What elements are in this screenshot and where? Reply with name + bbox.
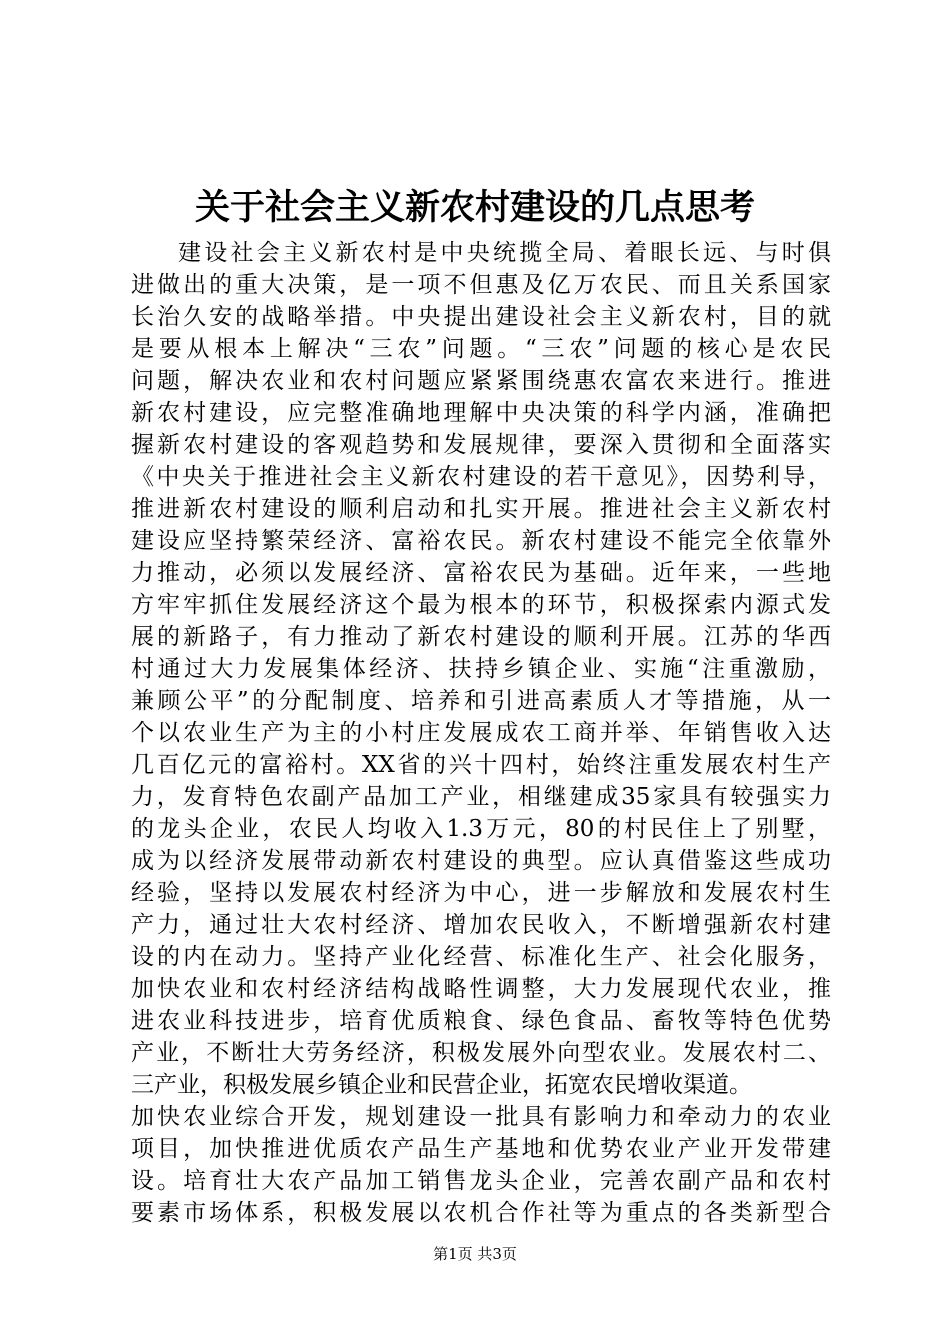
body-line: 建设社会主义新农村是中央统揽全局、着眼长远、与时俱 xyxy=(178,240,831,266)
body-line: 展的新路子，有力推动了新农村建设的顺利开展。江苏的华西 xyxy=(131,624,831,650)
body-line: 成为以经济发展带动新农村建设的典型。应认真借鉴这些成功 xyxy=(131,848,831,874)
body-line: 问题，解决农业和农村问题应紧紧围绕惠农富农来进行。推进 xyxy=(131,368,831,394)
body-line: 要素市场体系，积极发展以农机合作社等为重点的各类新型合 xyxy=(131,1200,831,1226)
body-line: 建设应坚持繁荣经济、富裕农民。新农村建设不能完全依靠外 xyxy=(131,528,831,554)
body-line: 进农业科技进步，培育优质粮食、绿色食品、畜牧等特色优势 xyxy=(131,1008,831,1034)
body-line: 力推动，必须以发展经济、富裕农民为基础。近年来，一些地 xyxy=(131,560,831,586)
body-line: 村通过大力发展集体经济、扶持乡镇企业、实施“注重激励， xyxy=(131,656,831,682)
body-line: 产力，通过壮大农村经济、增加农民收入，不断增强新农村建 xyxy=(131,912,831,938)
page-number: 第1页 共3页 xyxy=(433,1245,517,1263)
body-line: 力，发育特色农副产品加工产业，相继建成35家具有较强实力 xyxy=(131,784,831,810)
body-line: 是要从根本上解决“三农”问题。“三农”问题的核心是农民 xyxy=(131,336,831,362)
body-line: 长治久安的战略举措。中央提出建设社会主义新农村，目的就 xyxy=(131,304,831,330)
body-line: 加快农业和农村经济结构战略性调整，大力发展现代农业，推 xyxy=(131,976,831,1002)
body-line: 设的内在动力。坚持产业化经营、标准化生产、社会化服务， xyxy=(131,944,831,970)
body-line: 设。培育壮大农产品加工销售龙头企业，完善农副产品和农村 xyxy=(131,1168,831,1194)
body-line: 项目，加快推进优质农产品生产基地和优势农业产业开发带建 xyxy=(131,1136,831,1162)
document-body xyxy=(131,237,831,1229)
body-line: 经验，坚持以发展农村经济为中心，进一步解放和发展农村生 xyxy=(131,880,831,906)
body-line: 兼顾公平”的分配制度、培养和引进高素质人才等措施，从一 xyxy=(131,688,831,714)
body-line: 个以农业生产为主的小村庄发展成农工商并举、年销售收入达 xyxy=(131,720,831,746)
body-line: 新农村建设，应完整准确地理解中央决策的科学内涵，准确把 xyxy=(131,400,831,426)
body-line: 产业，不断壮大劳务经济，积极发展外向型农业。发展农村二、 xyxy=(131,1040,831,1066)
body-line: 《中央关于推进社会主义新农村建设的若干意见》，因势利导， xyxy=(131,464,831,490)
body-line: 三产业，积极发展乡镇企业和民营企业，拓宽农民增收渠道。 xyxy=(131,1072,752,1098)
body-line: 进做出的重大决策，是一项不但惠及亿万农民、而且关系国家 xyxy=(131,272,831,298)
body-line: 方牢牢抓住发展经济这个最为根本的环节，积极探索内源式发 xyxy=(131,592,831,618)
body-line: 加快农业综合开发，规划建设一批具有影响力和牵动力的农业 xyxy=(131,1104,831,1130)
body-line: 几百亿元的富裕村。XX省的兴十四村，始终注重发展农村生产 xyxy=(131,752,831,778)
body-line: 握新农村建设的客观趋势和发展规律，要深入贯彻和全面落实 xyxy=(131,432,831,458)
body-line: 推进新农村建设的顺利启动和扎实开展。推进社会主义新农村 xyxy=(131,496,831,522)
body-line: 的龙头企业，农民人均收入1.3万元，80的村民住上了别墅， xyxy=(131,816,831,842)
document-title: 关于社会主义新农村建设的几点思考 xyxy=(194,187,755,228)
